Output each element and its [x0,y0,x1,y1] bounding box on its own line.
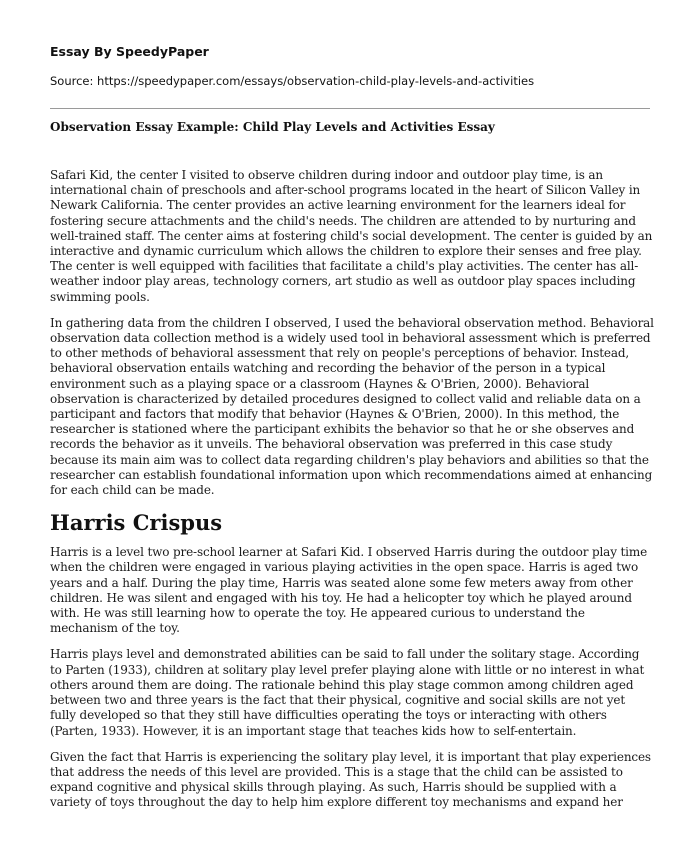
essay-body [50,168,654,822]
paragraph: In gathering data from the children I observed, I used the behavioral observation method. Behavioral observation data collection method is a widely used tool in behavioral assessment which is preferred to other methods of behavioral assessment that rely on people's perceptions of behavior. Instead, behavioral observation entails watching and recording the behavior of the person in a typical environment such as a playing space or a classroom (Haynes & O'Brien, 2000). Behavioral observation is characterized by detailed procedures designed to collect valid and reliable data on a participant and factors that modify that behavior (Haynes & O'Brien, 2000). In this method, the researcher is stationed where the participant exhibits the behavior so that he or she observes and records the behavior as it unveils. The behavioral observation was preferred in this case study because its main aim was to collect data regarding children's play behaviors and abilities so that the researcher can establish foundational information upon which recommendations aimed at enhancing for each child can be made. [50,315,654,498]
essay-title: Observation Essay Example: Child Play Levels and Activities Essay [50,120,495,134]
paragraph: Given the fact that Harris is experiencing the solitary play level, it is important that play experiences that address the needs of this level are provided. This is a stage that the child can be assisted to expand cognitive and physical skills through playing. As such, Harris should be supplied with a variety of toys throughout the day to help him explore different toy mechanisms and expand her [50,749,651,810]
paragraph: Harris is a level two pre-school learner at Safari Kid. I observed Harris during the outdoor play time when the children were engaged in various playing activities in the open space. Harris is aged two years and a half. During the play time, Harris was seated alone some few meters away from other children. He was silent and engaged with his toy. He had a helicopter toy which he played around with. He was still learning how to operate the toy. He appeared curious to understand the mechanism of the toy. [50,545,648,636]
brand-label: Essay By SpeedyPaper [50,44,209,59]
paragraph: Harris plays level and demonstrated abilities can be said to fall under the solitary stage. According to Parten (1933), children at solitary play level prefer playing alone with little or no interest in what others around them are doing. The rationale behind this play stage common among children aged between two and three years is the fact that their physical, cognitive and social skills are not yet fully developed so that they still have difficulties operating the toys or interacting with others (Parten, 1933). However, it is an important stage that teaches kids how to self-entertain. [50,647,645,738]
source-line: Source: https://speedypaper.com/essays/observation-child-play-levels-and-activities [50,74,535,88]
paragraph: Safari Kid, the center I visited to observe children during indoor and outdoor play time, is an international chain of preschools and after-school programs located in the heart of Silicon Valley in Newark California. The center provides an active learning environment for the learners ideal for fostering secure attachments and the child's needs. The children are attended to by nurturing and well-trained staff. The center aims at fostering child's social development. The center is guided by an interactive and dynamic curriculum which allows the children to explore their senses and free play. The center is well equipped with facilities that facilitate a child's play activities. The center has all-weather indoor play areas, technology corners, art studio as well as outdoor play spaces including swimming pools. [50,168,653,304]
header-divider [50,108,650,109]
section-heading: Harris Crispus [50,510,223,536]
